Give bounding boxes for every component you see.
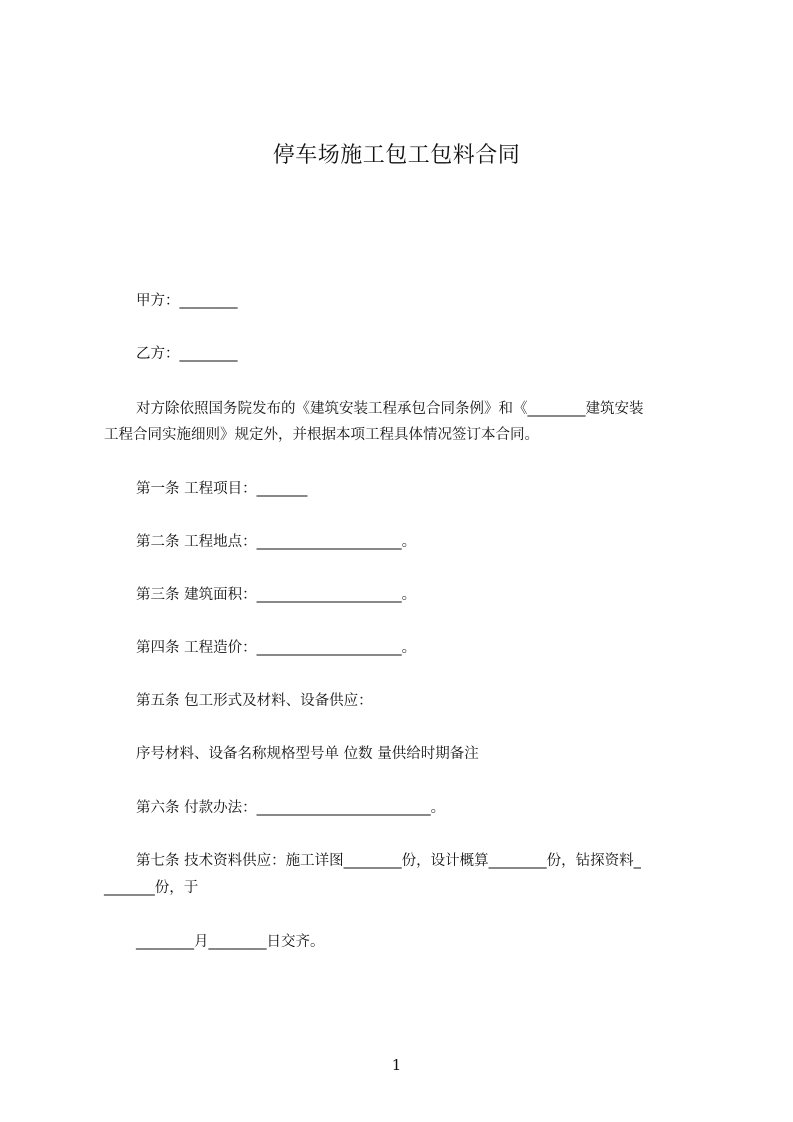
page-number: 1 <box>391 1056 402 1074</box>
article-7-line-2: _______份，于 <box>104 880 199 896</box>
article-7-line-3: ________月________日交齐。 <box>136 934 325 950</box>
document-title: 停车场施工包工包料合同 <box>272 143 521 168</box>
article-2: 第二条 工程地点：____________________。 <box>136 534 417 550</box>
article-5: 第五条 包工形式及材料、设备供应： <box>136 693 373 709</box>
article-7-line-1: 第七条 技术资料供应：施工详图________份，设计概算________份，钻探资料_ <box>136 853 641 869</box>
party-a-line: 甲方：________ <box>136 293 238 309</box>
materials-table-header: 序号材料、设备名称规格型号单 位数 量供给时期备注 <box>136 746 479 762</box>
article-3: 第三条 建筑面积：____________________。 <box>136 587 417 603</box>
article-1: 第一条 工程项目：_______ <box>136 481 308 497</box>
party-b-line: 乙方：________ <box>136 346 238 362</box>
article-4: 第四条 工程造价：____________________。 <box>136 640 417 656</box>
intro-paragraph-line-2: 工程合同实施细则》规定外，并根据本项工程具体情况签订本合同。 <box>104 427 539 443</box>
article-6: 第六条 付款办法：________________________。 <box>136 800 446 816</box>
intro-paragraph-line-1: 对方除依照国务院发布的《建筑安装工程承包合同条例》和《________建筑安装 <box>136 401 644 417</box>
